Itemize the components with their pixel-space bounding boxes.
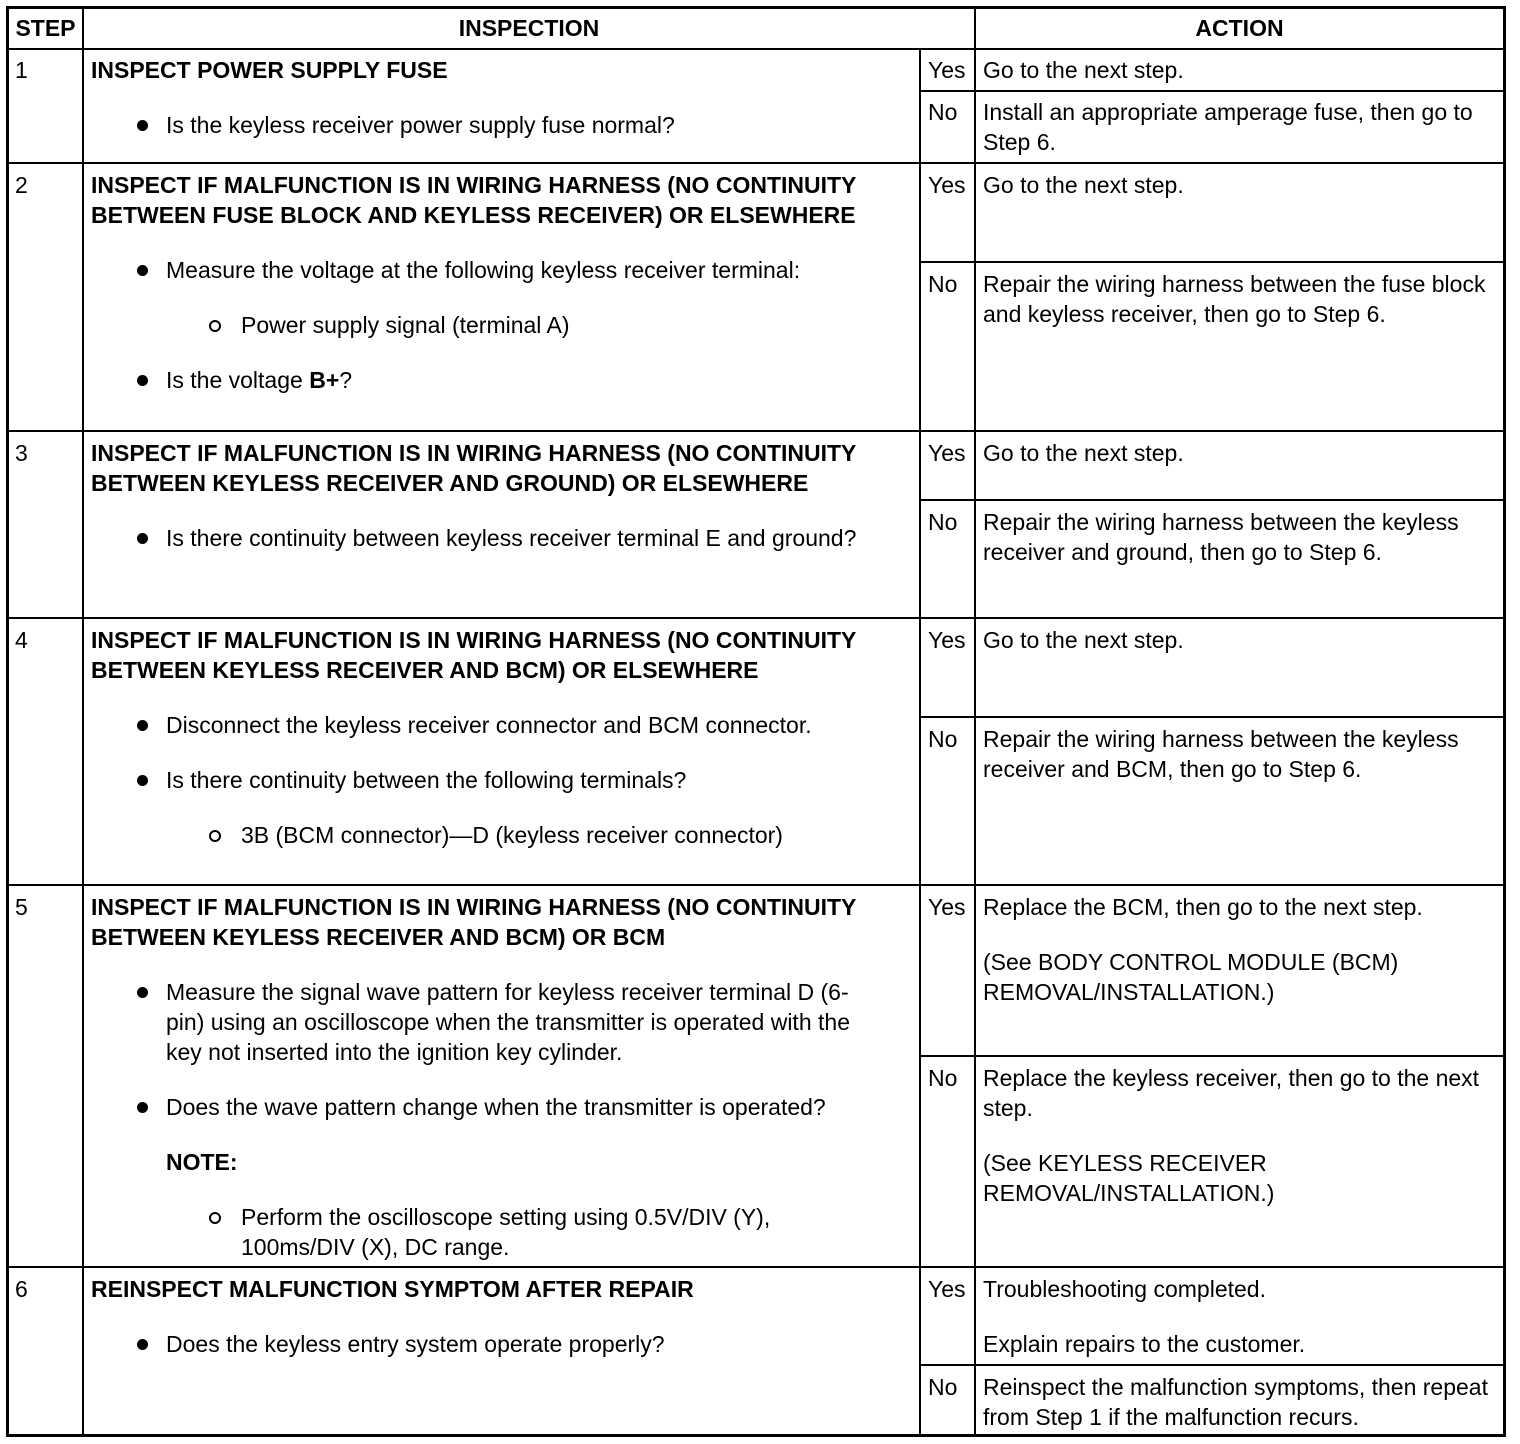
yes-no-divider-2 (919, 261, 1503, 263)
step-title: INSPECT IF MALFUNCTION IS IN WIRING HARNESS (NO CONTINUITY BETWEEN KEYLESS RECEIVER AND GROUND) OR ELSEWHERE (91, 440, 856, 496)
step-inspection (84, 438, 919, 553)
yes-action (976, 170, 1503, 200)
header-divider (9, 48, 1503, 50)
step-number: 4 (15, 627, 28, 653)
col-divider-action (974, 9, 976, 1434)
step-inspection (84, 625, 919, 850)
action-text: Explain repairs to the customer. (983, 1331, 1306, 1357)
yes-action (976, 625, 1503, 655)
action-text: Go to the next step. (983, 440, 1184, 466)
header-action: ACTION (1195, 15, 1284, 41)
inspection-bullet: Is there continuity between keyless receiver terminal E and ground? (91, 523, 919, 553)
action-text: Go to the next step. (983, 627, 1184, 653)
yes-no-divider-5 (919, 1055, 1503, 1057)
no-action (976, 1063, 1503, 1208)
yes-label: Yes (928, 627, 966, 653)
no-label: No (928, 99, 958, 125)
header-inspection: INSPECTION (458, 15, 600, 41)
action-text: Go to the next step. (983, 57, 1184, 83)
inspection-bullet: Is there continuity between the following terminals? (91, 765, 919, 795)
row-divider-2 (9, 430, 1503, 432)
action-text: Replace the BCM, then go to the next step. (983, 894, 1423, 920)
no-action (976, 269, 1503, 329)
step-inspection (84, 170, 919, 395)
action-text: Repair the wiring harness between the keyless receiver and ground, then go to Step 6. (983, 509, 1459, 565)
yes-label: Yes (928, 57, 966, 83)
row-divider-1 (9, 162, 1503, 164)
step-number: 2 (15, 172, 28, 198)
step-number: 6 (15, 1276, 28, 1302)
step-number: 5 (15, 894, 28, 920)
yes-label: Yes (928, 440, 966, 466)
action-text: Reinspect the malfunction symptoms, then repeat from Step 1 if the malfunction recurs. (983, 1374, 1488, 1430)
row-divider-3 (9, 617, 1503, 619)
row-divider-4 (9, 884, 1503, 886)
no-label: No (928, 1374, 958, 1400)
no-action (976, 724, 1503, 784)
step-title: REINSPECT MALFUNCTION SYMPTOM AFTER REPAIR (91, 1276, 694, 1302)
yes-action (976, 438, 1503, 468)
action-text: Go to the next step. (983, 172, 1184, 198)
yes-no-divider-6 (919, 1364, 1503, 1366)
step-inspection (84, 892, 919, 1262)
inspection-bullet: Does the wave pattern change when the transmitter is operated? (91, 1092, 919, 1122)
step-inspection (84, 1274, 919, 1359)
action-text: Troubleshooting completed. (983, 1276, 1266, 1302)
action-text: Repair the wiring harness between the fuse block and keyless receiver, then go to Step 6. (983, 271, 1486, 327)
action-text: Repair the wiring harness between the keyless receiver and BCM, then go to Step 6. (983, 726, 1459, 782)
yes-action (976, 55, 1503, 85)
yes-no-divider-1 (919, 90, 1503, 92)
action-text: Install an appropriate amperage fuse, then go to Step 6. (983, 99, 1473, 155)
inspection-bullet: Disconnect the keyless receiver connector and BCM connector. (91, 710, 919, 740)
no-action (976, 97, 1503, 157)
step-inspection (84, 55, 919, 140)
troubleshooting-table (6, 6, 1506, 1437)
yes-no-divider-4 (919, 716, 1503, 718)
bullet-text: Is the voltage (166, 367, 303, 393)
yes-label: Yes (928, 1276, 966, 1302)
inspection-bullet (91, 365, 919, 395)
action-reference: (See BODY CONTROL MODULE (BCM) REMOVAL/INSTALLATION.) (983, 949, 1399, 1005)
inspection-sub-bullet: Power supply signal (terminal A) (91, 310, 919, 340)
yes-label: Yes (928, 894, 966, 920)
yes-action (976, 892, 1503, 1007)
inspection-bullet: Does the keyless entry system operate properly? (91, 1329, 919, 1359)
inspection-bullet: Measure the voltage at the following keyless receiver terminal: (91, 255, 919, 285)
inspection-sub-bullet: 3B (BCM connector)—D (keyless receiver connector) (91, 820, 919, 850)
no-action (976, 1372, 1503, 1432)
step-title: INSPECT IF MALFUNCTION IS IN WIRING HARNESS (NO CONTINUITY BETWEEN KEYLESS RECEIVER AND BCM) OR BCM (91, 894, 856, 950)
note-label: NOTE: (166, 1149, 238, 1175)
yes-label: Yes (928, 172, 966, 198)
no-label: No (928, 271, 958, 297)
no-label: No (928, 726, 958, 752)
no-label: No (928, 1065, 958, 1091)
inspection-bullet: Is the keyless receiver power supply fuse normal? (91, 110, 919, 140)
step-number: 1 (15, 57, 28, 83)
no-action (976, 507, 1503, 567)
action-text: Replace the keyless receiver, then go to the next step. (983, 1065, 1480, 1121)
step-title: INSPECT POWER SUPPLY FUSE (91, 57, 448, 83)
header-step: STEP (15, 15, 76, 41)
step-title: INSPECT IF MALFUNCTION IS IN WIRING HARNESS (NO CONTINUITY BETWEEN KEYLESS RECEIVER AND BCM) OR ELSEWHERE (91, 627, 856, 683)
bullet-text-end: ? (339, 367, 353, 393)
no-label: No (928, 509, 958, 535)
inspection-sub-bullet: Perform the oscilloscope setting using 0.5V/DIV (Y), 100ms/DIV (X), DC range. (91, 1202, 919, 1262)
step-title: INSPECT IF MALFUNCTION IS IN WIRING HARNESS (NO CONTINUITY BETWEEN FUSE BLOCK AND KEYLESS RECEIVER) OR ELSEWHERE (91, 172, 856, 228)
yes-no-divider-3 (919, 499, 1503, 501)
yes-action (976, 1274, 1503, 1359)
row-divider-5 (9, 1266, 1503, 1268)
step-number: 3 (15, 440, 28, 466)
action-reference: (See KEYLESS RECEIVER REMOVAL/INSTALLATION.) (983, 1150, 1275, 1206)
bullet-text-bold: B+ (309, 367, 340, 393)
inspection-bullet: Measure the signal wave pattern for keyless receiver terminal D (6-pin) using an oscilloscope when the transmitter is operated with the key not inserted into the ignition key cylinder. (91, 977, 919, 1067)
